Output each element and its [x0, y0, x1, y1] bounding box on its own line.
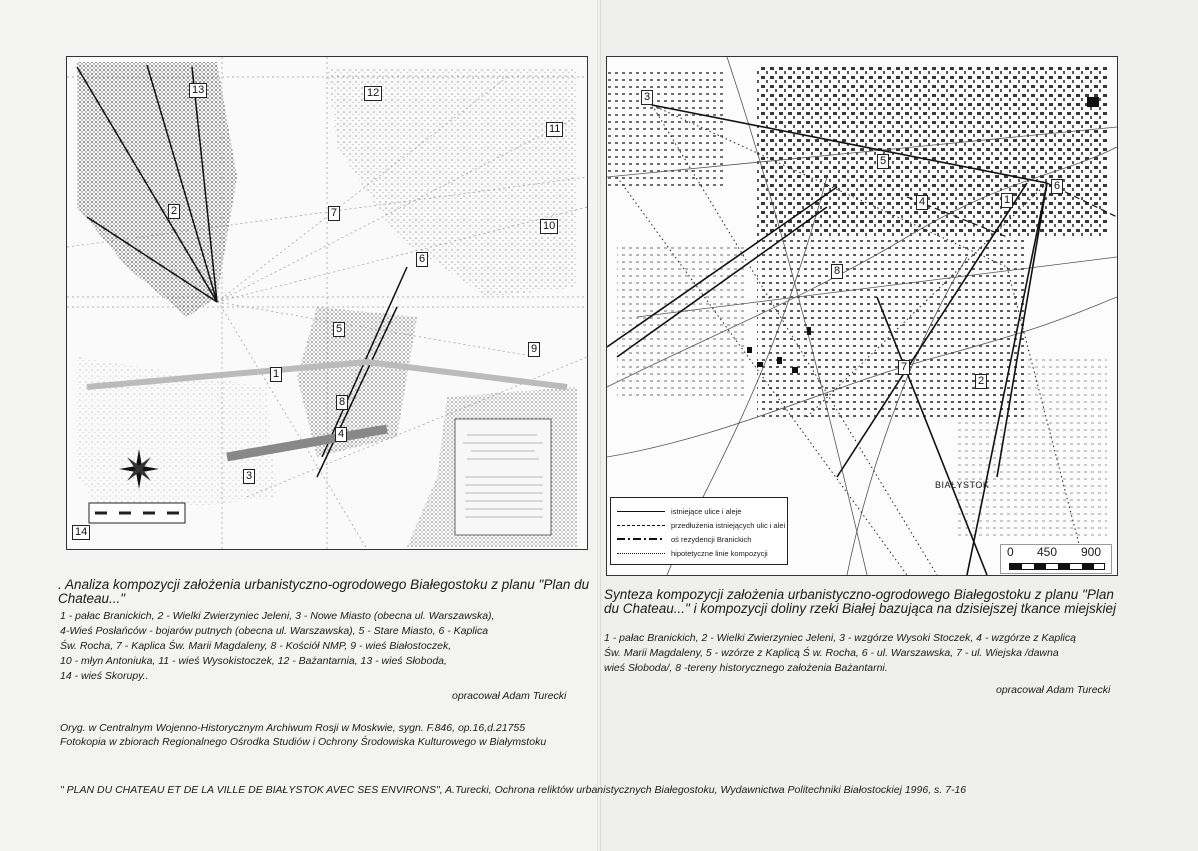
legend-row-hypothetical-lines: [617, 547, 768, 559]
legend-label: istniejące ulice i aleje: [671, 506, 742, 516]
map-marker-5: 5: [333, 322, 345, 337]
left-author: opracował Adam Turecki: [452, 690, 567, 702]
map-marker-12: 12: [364, 86, 382, 101]
right-caption-title: Synteza kompozycji założenia urbanistyczno-ogrodowego Białegostoku z planu "Plan du Chateau..." i kompozycji doliny rzeki Białej bazująca na dzisiejszej tkance miejskiej: [604, 587, 1117, 616]
right-author: opracował Adam Turecki: [996, 684, 1111, 696]
legend-swatch-dash: [617, 525, 665, 526]
source-line: Oryg. w Centralnym Wojenno-Historycznym Archiwum Rosji w Moskwie, sygn. F.846, op.16,d.21755: [60, 722, 526, 734]
legend-label: oś rezydencji Branickich: [671, 534, 752, 544]
map-marker-4: 4: [916, 195, 928, 210]
footer-citation: " PLAN DU CHATEAU ET DE LA VILLE DE BIAŁYSTOK AVEC SES ENVIRONS", A.Turecki, Ochrona reliktów urbanistycznych Białegostoku, Wydawnictwa Politechniki Białostockiej 1996, s. 7-16: [60, 784, 967, 796]
map-marker-11: 11: [546, 122, 563, 137]
caption-line: Św. Marii Magdaleny, 5 - wzórze z Kaplicą Ś w. Rocha, 6 - ul. Warszawska, 7 - ul. Wiejska /dawna: [604, 647, 1059, 659]
legend-swatch-dot: [617, 553, 665, 554]
map-marker-1: 1: [1001, 193, 1013, 208]
dense-built-area: [757, 67, 1107, 237]
legend-row-street-extensions: [617, 519, 785, 531]
caption-line: 1 - pałac Branickich, 2 - Wielki Zwierzyniec Jeleni, 3 - wzgórze Wysoki Stoczek, 4 - wzgórze z Kaplicą: [604, 632, 1076, 644]
map-marker-6: 6: [416, 252, 428, 267]
scale-bar: [1000, 544, 1112, 574]
legend-swatch-solid: [617, 511, 665, 512]
scale-label-450: 450: [1037, 545, 1058, 559]
caption-line: wieś Słoboda/, 8 -tereny historycznego założenia Bażantarni.: [604, 662, 888, 674]
scale-label-0: 0: [1007, 545, 1014, 559]
map-marker-5: 5: [877, 154, 889, 169]
map-marker-3: 3: [641, 90, 653, 105]
map-marker-13: 13: [189, 83, 207, 98]
map-marker-6: 6: [1051, 179, 1063, 194]
left-caption-title: . Analiza kompozycji założenia urbanistyczno-ogrodowego Białegostoku z planu "Plan du Chateau...": [58, 577, 590, 606]
caption-line: 4-Wieś Posłańców - bojarów putnych (obecna ul. Warszawska), 5 - Stare Miasto, 6 - Kaplica: [60, 625, 489, 637]
scale-label-900: 900: [1081, 545, 1102, 559]
legend-row-existing-streets: [617, 505, 741, 517]
map-marker-2: 2: [975, 374, 987, 389]
map-marker-14: 14: [72, 525, 90, 540]
legend-label: hipotetyczne linie kompozycji: [671, 548, 768, 558]
map-marker-8: 8: [831, 264, 843, 279]
map-marker-10: 10: [540, 219, 558, 234]
left-caption-legend: [60, 609, 594, 684]
map-marker-7: 7: [328, 206, 340, 221]
map-marker-2: 2: [168, 204, 180, 219]
legend-row-residence-axis: [617, 533, 751, 545]
source-line: Fotokopia w zbiorach Regionalnego Ośrodka Studiów i Ochrony Środowiska Kulturowego w Białymstoku: [60, 736, 547, 748]
caption-line: Św. Rocha, 7 - Kaplica Św. Marii Magdaleny, 8 - Kościół NMP, 9 - wieś Białostoczek,: [60, 640, 452, 652]
map-marker-7: 7: [898, 360, 910, 375]
map-marker-1: 1: [270, 367, 282, 382]
map-marker-3: 3: [243, 469, 255, 484]
left-source-note: [60, 721, 594, 749]
caption-line: 1 - pałac Branickich, 2 - Wielki Zwierzyniec Jeleni, 3 - Nowe Miasto (obecna ul. Warszawska),: [60, 610, 495, 622]
historic-plan-map: [66, 56, 588, 550]
legend-label: przedłużenia istniejących ulic i alei: [671, 520, 786, 530]
caption-line: 14 - wieś Skorupy..: [60, 670, 149, 682]
map-legend: [610, 497, 788, 565]
scale-bar-graphic: [1009, 563, 1105, 570]
page-fold: [597, 0, 601, 851]
legend-swatch-dashdot: [617, 538, 665, 540]
map-marker-4: 4: [335, 427, 347, 442]
historic-plan-drawing: [67, 57, 587, 549]
caption-line: 10 - młyn Antoniuka, 11 - wieś Wysokistoczek, 12 - Bażantarnia, 13 - wieś Słoboda,: [60, 655, 447, 667]
right-caption-legend: [604, 631, 1138, 676]
map-place-label: BIAŁYSTOK: [935, 480, 990, 490]
map-marker-9: 9: [528, 342, 540, 357]
map-marker-8: 8: [336, 395, 348, 410]
